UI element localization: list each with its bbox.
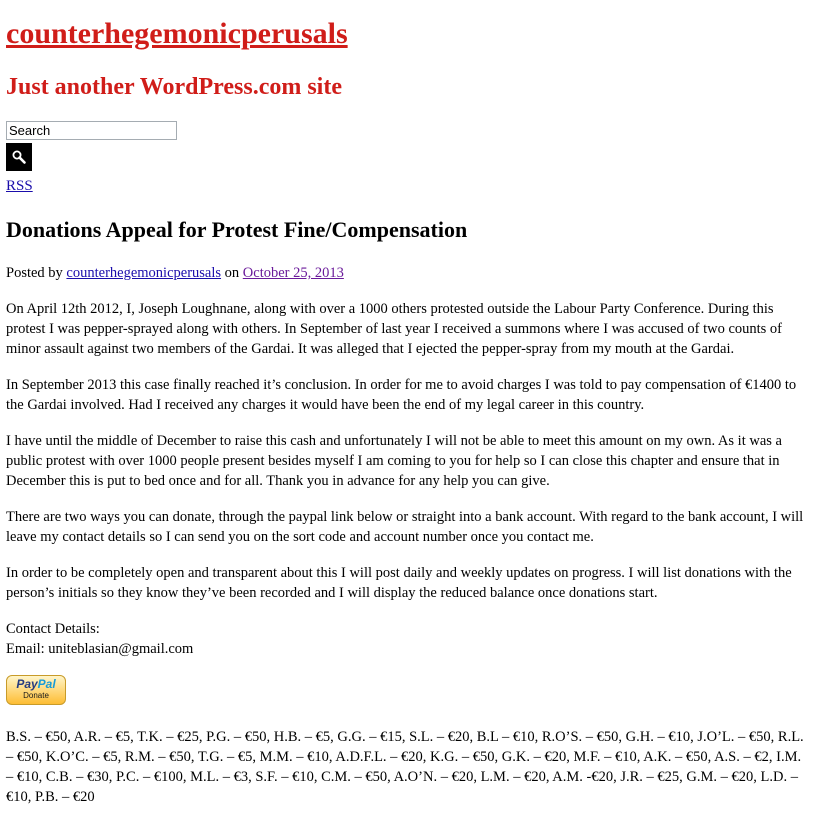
post-content [6, 299, 806, 823]
paypal-donate-label: Donate [23, 691, 49, 700]
search-button[interactable] [6, 143, 32, 171]
paypal-donate-button[interactable] [6, 675, 66, 705]
author-link[interactable]: counterhegemonicperusals [66, 265, 222, 281]
site-title-link[interactable]: counterhegemonicperusals [6, 17, 348, 50]
post-date-link[interactable]: October 25, 2013 [242, 265, 344, 281]
site-description: Just another WordPress.com site [6, 74, 342, 100]
paragraph: On April 12th 2012, I, Joseph Loughnane, along with over a 1000 others protested outside the Labour Party Conference. During this protest I was pepper-sprayed along with others. In September of last year I received a summons where I was accused of two counts of minor assault against two members of the Gardai. It was alleged that I ejected the pepper-spray from my mouth at the Gardai. [6, 301, 783, 357]
post-meta [6, 264, 344, 282]
paragraph: I have until the middle of December to raise this cash and unfortunately I will not be able to meet this amount on my own. As it was a public protest with over 1000 people present besides myself I am coming to you for help so I can close this chapter and ensure that in December this is put to bed once and for all. Thank you in advance for any help you can give. [6, 433, 782, 489]
search-icon [11, 149, 27, 165]
paypal-logo-pay: Pay [16, 677, 38, 691]
posted-by-label: Posted by [6, 265, 63, 281]
contact-details [6, 619, 806, 659]
paypal-logo-pal: Pal [37, 677, 56, 691]
contact-email: Email: uniteblasian@gmail.com [6, 641, 194, 657]
paypal-logo [7, 678, 65, 691]
paragraph: In September 2013 this case finally reached it’s conclusion. In order for me to avoid charges I was told to pay compensation of €1400 to the Gardai involved. Had I received any charges it would have been the end of my legal career in this country. [6, 377, 797, 413]
on-label: on [224, 265, 240, 281]
paragraph: There are two ways you can donate, through the paypal link below or straight into a bank account. With regard to the bank account, I will leave my contact details so I can send you on the sort code and account number once you contact me. [6, 509, 804, 545]
site-title [6, 14, 348, 54]
rss-link[interactable]: RSS [6, 178, 33, 194]
donations-list: B.S. – €50, A.R. – €5, T.K. – €25, P.G. – €50, H.B. – €5, G.G. – €15, S.L. – €20, B.L – €10, R.O’S. – €50, G.H. – €10, J.O’L. – €50, R.L. – €50, K.O’C. – €5, R.M. – €50, T.G. – €5, M.M. – €10, A.D.F.L. – €20, K.G. – €50, G.K. – €20, M.F. – €10, A.K. – €50, A.S. – €2, I.M. – €10, C.B. – €30, P.C. – €100, M.L. – €3, S.F. – €10, C.M. – €50, A.O’N. – €20, L.M. – €20, A.M. -€20, J.R. – €25, G.M. – €20, L.D. – €10, P.B. – €20 [6, 729, 804, 805]
post-title: Donations Appeal for Protest Fine/Compensation [6, 217, 468, 242]
contact-heading: Contact Details: [6, 621, 100, 637]
paragraph: In order to be completely open and transparent about this I will post daily and weekly updates on progress. I will list donations with the person’s initials so they know they’ve been recorded and I will display the reduced balance once donations start. [6, 565, 792, 601]
search-input[interactable] [6, 121, 177, 140]
